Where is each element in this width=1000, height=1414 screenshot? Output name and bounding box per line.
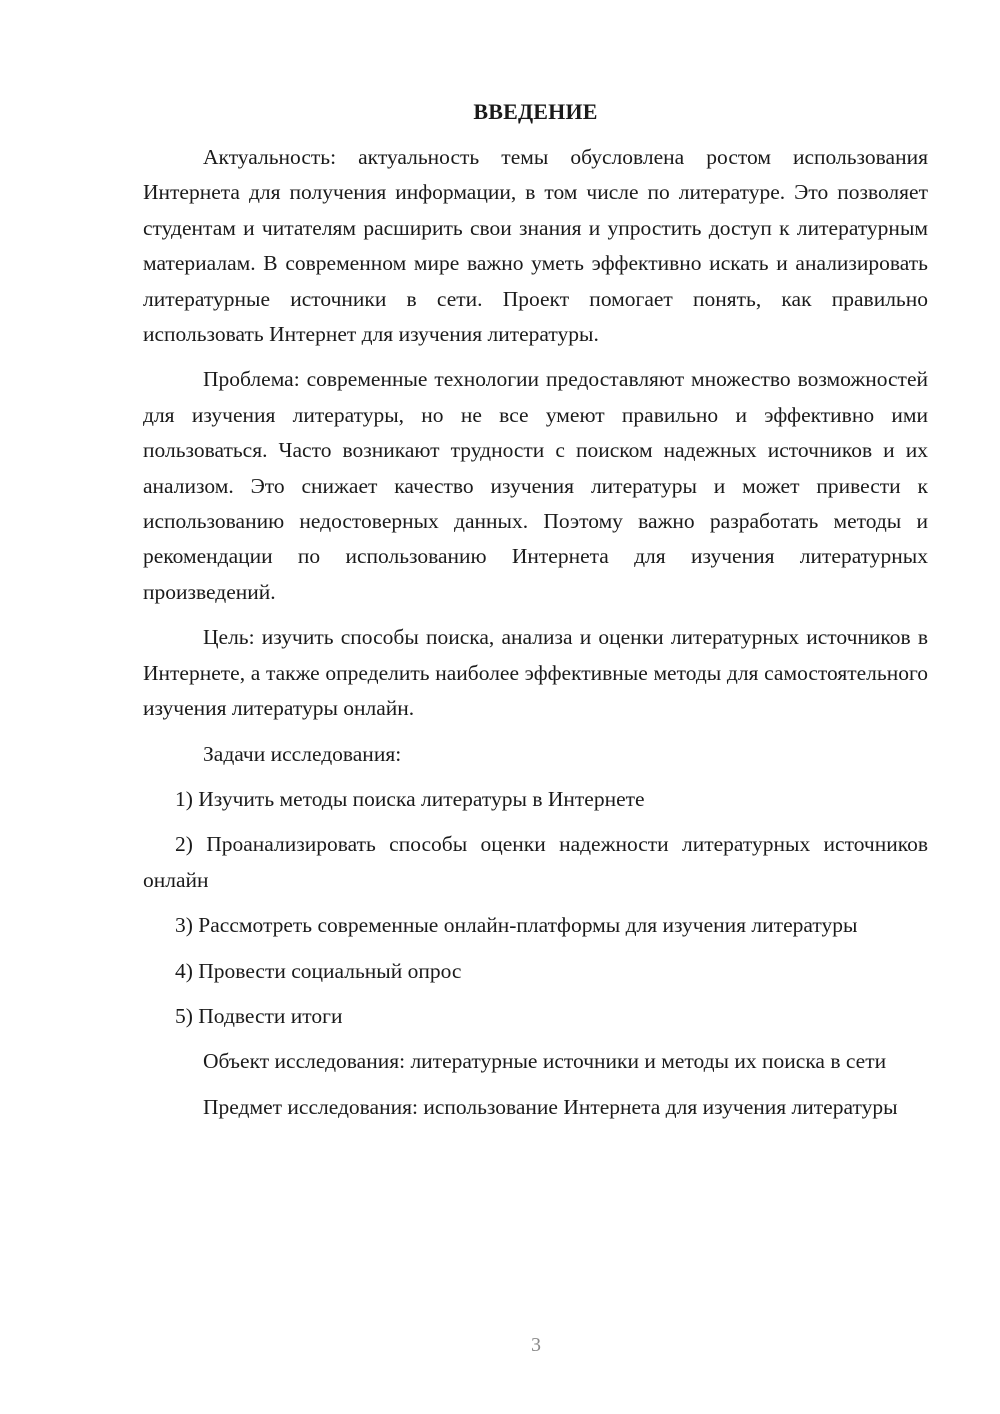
paragraph-goal: Цель: изучить способы поиска, анализа и оценки литературных источников в Интернете, а также определить наиболее эффективные методы для самостоятельного изучения литературы онлайн. — [143, 625, 928, 721]
paragraph-research-subject: Предмет исследования: использование Интернета для изучения литературы — [203, 1094, 898, 1119]
section-title: ВВЕДЕНИЕ — [473, 99, 598, 124]
page-number: 3 — [531, 1334, 541, 1356]
task-item-4: 4) Провести социальный опрос — [175, 958, 462, 983]
document-body — [143, 94, 928, 1125]
paragraph-relevance: Актуальность: актуальность темы обусловлена ростом использования Интернета для получения информации, в том числе по литературе. Это позволяет студентам и читателям расширить свои знания и упростить доступ к литературным материалам. В современном мире важно уметь эффективно искать и анализировать литературные источники в сети. Проект помогает понять, как правильно использовать Интернет для изучения литературы. — [143, 145, 928, 347]
paragraph-problem: Проблема: современные технологии предоставляют множество возможностей для изучения литературы, но не все умеют правильно и эффективно ими пользоваться. Часто возникают трудности с поиском надежных источников и их анализом. Это снижает качество изучения литературы и может привести к использованию недостоверных данных. Поэтому важно разработать методы и рекомендации по использованию Интернета для изучения литературных произведений. — [143, 367, 928, 604]
paragraph-tasks-heading: Задачи исследования: — [203, 741, 402, 766]
task-item-5: 5) Подвести итоги — [175, 1003, 343, 1028]
task-item-2: 2) Проанализировать способы оценки надежности литературных источников онлайн — [143, 832, 928, 892]
task-item-3: 3) Рассмотреть современные онлайн-платформы для изучения литературы — [175, 913, 858, 938]
paragraph-research-object: Объект исследования: литературные источники и методы их поиска в сети — [203, 1049, 887, 1074]
task-item-1: 1) Изучить методы поиска литературы в Интернете — [175, 786, 645, 811]
